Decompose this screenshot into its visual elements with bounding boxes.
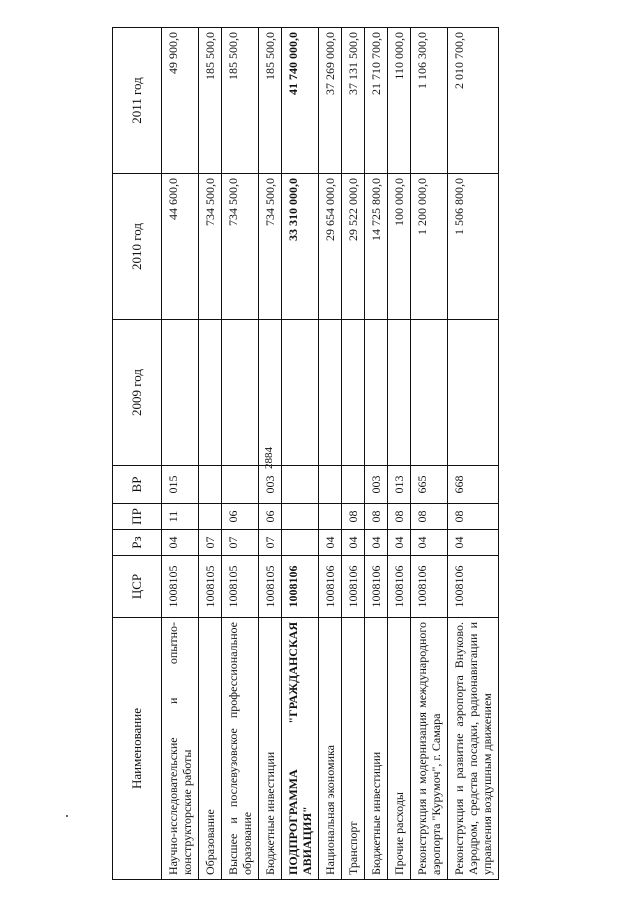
row-2010: 44 600,0	[162, 174, 199, 320]
row-2009	[365, 320, 388, 466]
row-2010: 734 500,0	[199, 174, 222, 320]
row-vr	[319, 466, 342, 504]
row-name: Реконструкция и модернизация международного аэропорта "Курумоч", г. Самара	[411, 618, 448, 880]
row-name: Бюджетные инвестиции	[259, 618, 282, 880]
table-row	[411, 28, 448, 880]
row-csr: 1008106	[365, 556, 388, 618]
row-2010: 14 725 800,0	[365, 174, 388, 320]
scan-speck	[66, 815, 68, 817]
header-rz: Рз	[113, 530, 162, 556]
row-2010: 29 522 000,0	[342, 174, 365, 320]
row-2011: 110 000,0	[388, 28, 411, 174]
row-rz: 07	[199, 530, 222, 556]
table-row	[365, 28, 388, 880]
row-pr: 08	[365, 504, 388, 530]
row-vr	[342, 466, 365, 504]
row-pr	[199, 504, 222, 530]
row-2009	[199, 320, 222, 466]
header-2009: 2009 год	[113, 320, 162, 466]
row-2009	[319, 320, 342, 466]
table-body	[162, 28, 499, 880]
header-2011: 2011 год	[113, 28, 162, 174]
row-csr: 1008106	[319, 556, 342, 618]
row-pr: 06	[222, 504, 259, 530]
header-vr: ВР	[113, 466, 162, 504]
row-csr: 1008105	[162, 556, 199, 618]
row-csr: 1008106	[282, 556, 319, 618]
table-row	[319, 28, 342, 880]
row-2010: 33 310 000,0	[282, 174, 319, 320]
row-rz: 07	[259, 530, 282, 556]
row-2009	[448, 320, 499, 466]
row-rz: 04	[411, 530, 448, 556]
row-2009	[259, 320, 282, 466]
table-row	[282, 28, 319, 880]
budget-table	[112, 27, 499, 880]
row-2011: 185 500,0	[259, 28, 282, 174]
row-2009	[388, 320, 411, 466]
table-row	[259, 28, 282, 880]
row-csr: 1008105	[199, 556, 222, 618]
row-2010: 734 500,0	[259, 174, 282, 320]
row-2010: 1 200 000,0	[411, 174, 448, 320]
row-vr	[222, 466, 259, 504]
header-pr: ПР	[113, 504, 162, 530]
row-vr: 013	[388, 466, 411, 504]
row-name: Бюджетные инвестиции	[365, 618, 388, 880]
row-2010: 29 654 000,0	[319, 174, 342, 320]
row-2011: 185 500,0	[199, 28, 222, 174]
row-rz: 04	[448, 530, 499, 556]
row-name: Национальная экономика	[319, 618, 342, 880]
row-pr: 08	[448, 504, 499, 530]
row-name: Высшее и послевузовское профессиональное образование	[222, 618, 259, 880]
row-2009	[411, 320, 448, 466]
header-csr: ЦСР	[113, 556, 162, 618]
row-rz: 04	[342, 530, 365, 556]
row-csr: 1008106	[388, 556, 411, 618]
row-pr: 08	[342, 504, 365, 530]
row-vr: 668	[448, 466, 499, 504]
row-csr: 1008106	[448, 556, 499, 618]
row-2010: 734 500,0	[222, 174, 259, 320]
row-2011: 185 500,0	[222, 28, 259, 174]
row-2011: 37 131 500,0	[342, 28, 365, 174]
row-csr: 1008106	[342, 556, 365, 618]
table-row	[448, 28, 499, 880]
row-name: Транспорт	[342, 618, 365, 880]
row-2009	[342, 320, 365, 466]
row-rz: 04	[365, 530, 388, 556]
table-row	[388, 28, 411, 880]
row-2009	[282, 320, 319, 466]
row-name: Реконструкция и развитие аэропорта Внуково. Аэродром, средства посадки, радионавигации и управления воздушным движением	[448, 618, 499, 880]
row-name: ПОДПРОГРАММА "ГРАЖДАНСКАЯ АВИАЦИЯ"	[282, 618, 319, 880]
row-2010: 1 506 800,0	[448, 174, 499, 320]
row-2009	[162, 320, 199, 466]
row-2011: 37 269 000,0	[319, 28, 342, 174]
row-2011: 21 710 700,0	[365, 28, 388, 174]
row-2011: 49 900,0	[162, 28, 199, 174]
row-vr: 665	[411, 466, 448, 504]
row-vr	[282, 466, 319, 504]
header-2010: 2010 год	[113, 174, 162, 320]
row-pr	[319, 504, 342, 530]
row-pr: 11	[162, 504, 199, 530]
row-csr: 1008105	[222, 556, 259, 618]
row-2010: 100 000,0	[388, 174, 411, 320]
row-2011: 2 010 700,0	[448, 28, 499, 174]
header-row	[113, 28, 162, 880]
row-2009	[222, 320, 259, 466]
row-vr: 003	[259, 466, 282, 504]
row-csr: 1008106	[411, 556, 448, 618]
row-pr	[282, 504, 319, 530]
row-pr: 08	[411, 504, 448, 530]
table-row	[199, 28, 222, 880]
row-rz: 04	[388, 530, 411, 556]
header-name: Наименование	[113, 618, 162, 880]
row-name: Образование	[199, 618, 222, 880]
row-rz: 07	[222, 530, 259, 556]
row-rz: 04	[162, 530, 199, 556]
row-name: Научно-исследовательские и опытно-конструкторские работы	[162, 618, 199, 880]
table-row	[222, 28, 259, 880]
row-pr: 06	[259, 504, 282, 530]
row-2011: 41 740 000,0	[282, 28, 319, 174]
row-rz	[282, 530, 319, 556]
row-vr: 003	[365, 466, 388, 504]
row-2011: 1 106 300,0	[411, 28, 448, 174]
row-rz: 04	[319, 530, 342, 556]
row-name: Прочие расходы	[388, 618, 411, 880]
table-row	[342, 28, 365, 880]
rotated-table-page	[112, 20, 544, 880]
page-number: 2884	[263, 447, 275, 469]
row-pr: 08	[388, 504, 411, 530]
row-vr: 015	[162, 466, 199, 504]
row-vr	[199, 466, 222, 504]
row-csr: 1008105	[259, 556, 282, 618]
table-row	[162, 28, 199, 880]
